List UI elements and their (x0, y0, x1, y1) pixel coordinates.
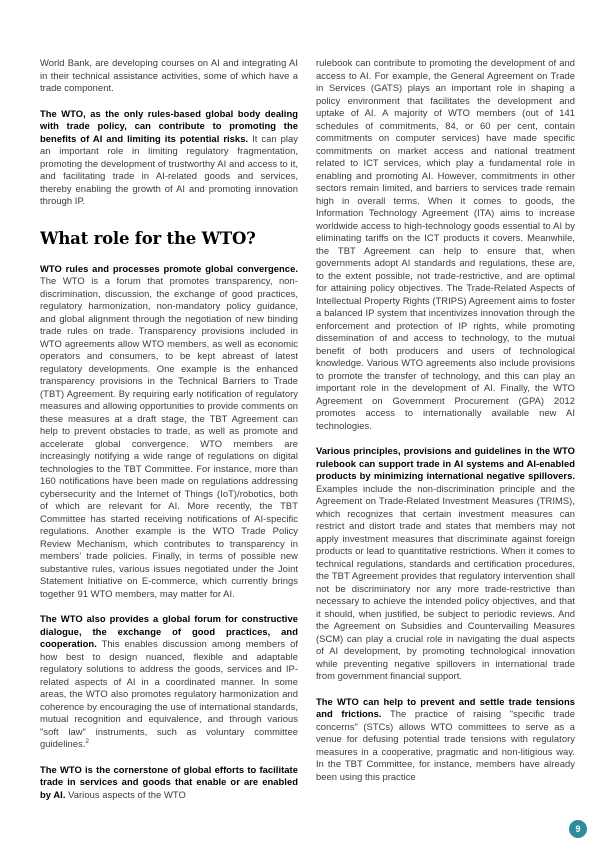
paragraph (40, 57, 298, 95)
right-column (316, 57, 575, 796)
paragraph (316, 57, 575, 432)
section-heading: What role for the WTO? (40, 228, 256, 248)
paragraph-text: Various aspects of the WTO (68, 788, 186, 800)
paragraph-text: This enables discussion among members of how best to design nuanced, flexible and adaptable regulatory solutions to address the goods, services and IP-related aspects of AI in a coordinated manner. In some areas, the WTO also promotes regulatory harmonization and coherence by encouraging the use of international standards, mutual recognition and equivalence, and through various "soft law" instruments, such as voluntary committee guidelines. (40, 638, 298, 749)
paragraph-lead: The WTO also provides a global forum for constructive dialogue, the exchange of good practices, and cooperation. (40, 613, 298, 649)
paragraph (40, 613, 298, 751)
paragraph-text: The practice of raising "specific trade concerns" (STCs) allows WTO committees to serve as a venue for defusing potential trade tensions with regulatory measures in a cooperative, pragmatic and non-litigious way. In the TBT Committee, for instance, members have already been using this practice (316, 708, 575, 782)
paragraph (40, 263, 298, 601)
paragraph (40, 108, 298, 208)
paragraph-lead: The WTO can help to prevent and settle trade tensions and frictions. (316, 695, 575, 719)
page-number-badge (569, 820, 587, 838)
paragraph (316, 696, 575, 784)
left-column (40, 57, 298, 814)
paragraph-lead: The WTO, as the only rules-based global body dealing with trade policy, can contribute to promoting the benefits of AI and limiting its potential risks. (40, 107, 298, 144)
paragraph-lead: WTO rules and processes promote global convergence. (40, 262, 298, 274)
paragraph-text: rulebook can contribute to promoting the development of and access to AI. For example, the General Agreement on Trade in Services (GATS) plays an important role in shaping a policy environment that facilitates the development and uptake of AI. A majority of WTO members (out of 141 schedules of commitments, 84, or 60 per cent, contain commitments on computer services) have made specific commitments on market access and national treatment related to ICT services, which play a fundamental role in enabling and promoting AI. However, commitments in other sectors remain limited, and barriers to services trade remain high in overall terms. When it comes to goods, the Information Technology Agreement (ITA) aims to increase worldwide access to high-technology goods essential to AI by eliminating tariffs on the ICT products it covers. Meanwhile, the TBT Agreement can help to ensure that, when governments adopt AI standards and regulations, these are, to the extent possible, not trade-restrictive, and are optimal for attaining policy objectives. The Trade-Related Aspects of Intellectual Property Rights (TRIPS) Agreement aims to foster a balanced IP system that incentivizes innovation through the enforcement and protection of IP rights, while promoting dissemination of and access to technology, to the mutual benefit of both producers and users of technological knowledge. Various WTO agreements also include provisions to promote the transfer of technology, and this can play an important role in the development of AI. Finally, the WTO Agreement on Government Procurement (GPA) 2012 promotes access to internationally available new AI technologies. (316, 57, 575, 431)
paragraph-text: World Bank, are developing courses on AI and integrating AI in their technical assistance activities, some of which have a trade component. (40, 57, 298, 93)
paragraph (316, 445, 575, 683)
paragraph-text: The WTO is a forum that promotes transparency, non-discrimination, discussion, the exchange of good practices, regulatory harmonization, non-mandatory policy guidance, and global alignment through the negotiation of new binding trade rules on trade. Transparency provisions included in WTO agreements allow WTO members, as well as economic operators and consumers, to be kept abreast of latest regulatory developments. One example is the enhanced transparency provisions in the Technical Barriers to Trade (TBT) Agreement. By requiring early notification of regulatory measures and allowing opportunities to provide comments on these measures at a draft stage, the TBT Agreement can help to prevent obstacles to trade, as well as promote and accelerate global convergence. WTO members are increasingly notifying a wide range of regulations on digital technologies to the TBT Committee. For instance, more than 160 notifications have been made on regulations addressing cybersecurity and the Internet of Things (IoT)/robotics, both of which are relevant for AI. More recently, the TBT Committee has started receiving notifications of AI-specific regulations. Another example is the WTO Trade Policy Review Mechanism, which contributes to transparency in members' trade policies. Finally, in terms of possible new substantive rules, various issues negotiated under the Joint Statement Initiative on E-commerce, which currently brings together 91 WTO members, may matter for AI. (40, 275, 298, 599)
paragraph-text: It can play an important role in limiting regulatory fragmentation, promoting the development of trustworthy AI and access to it, and facilitating trade in AI-related goods and services, thereby enabling the growth of AI and promoting innovation through IP. (40, 132, 298, 206)
page-number: 9 (575, 824, 581, 834)
paragraph-lead: Various principles, provisions and guidelines in the WTO rulebook can support trade in AI systems and AI-enabled products by minimizing international negative spillovers. (316, 445, 575, 481)
paragraph-text: Examples include the non-discrimination principle and the Agreement on Trade-Related Investment Measures (TRIMS), which recognizes that certain investment measures can restrict and distort trade and states that members may not apply investment measures that discriminate against foreign products or lead to quantitative restrictions. When it comes to technical regulations, standards and certification procedures, the TBT Agreement provides that regulatory intervention shall not be discriminatory nor any more trade-restrictive than necessary to achieve the intended policy objectives, and that it should, when justified, be subject to periodic reviews. And the Agreement on Subsidies and Countervailing Measures (SCM) can play a crucial role in navigating the dual aspects of AI development, by promoting technological innovation while preventing negative spillovers in international trade from government financial support. (316, 482, 575, 681)
paragraph (40, 764, 298, 802)
footnote-reference: 2 (85, 737, 90, 745)
paragraph-lead: The WTO is the cornerstone of global efforts to facilitate trade in services and goods that enable or are enabled by AI. (40, 763, 298, 800)
